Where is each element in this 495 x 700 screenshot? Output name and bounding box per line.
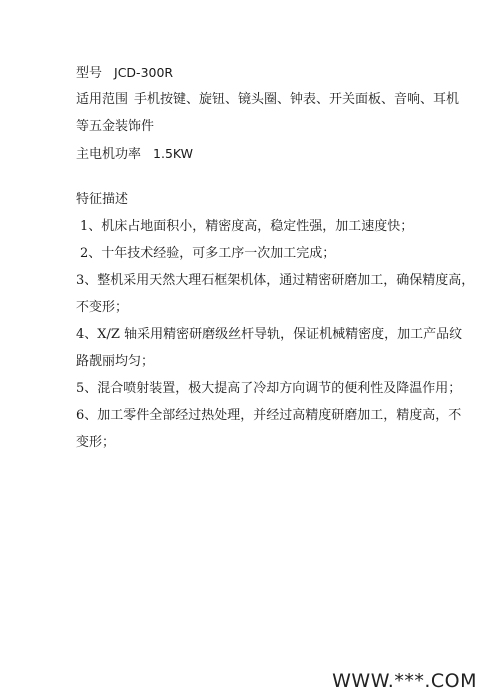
feature-item-3-cont: 不变形； [76,300,129,315]
feature-item-2: 2、十年技术经验，可多工序一次加工完成； [80,246,336,261]
power-label: 主电机功率 [76,147,142,162]
feature-item-3: 3、整机采用天然大理石框架机体，通过精密研磨加工，确保精度高， [76,273,475,288]
scope-row [76,92,459,108]
power-value: 1.5KW [153,146,194,161]
model-label: 型号 [76,66,103,81]
features-heading: 特征描述 [76,192,129,207]
scope-value-line2: 等五金装饰件 [76,119,155,134]
feature-item-1: 1、机床占地面积小，精密度高，稳定性强，加工速度快； [80,219,414,234]
watermark-text: WWW.***.COM [332,670,477,692]
scope-value-line1: 手机按键、旋钮、镜头圈、钟表、开关面板、音响、耳机 [134,92,460,107]
model-row [76,65,173,82]
scope-label: 适用范围 [76,92,129,107]
feature-item-4-cont: 路靓丽均匀； [76,354,155,369]
feature-item-6: 6、加工零件全部经过热处理，并经过高精度研磨加工，精度高，不 [76,408,462,423]
feature-item-6-cont: 变形； [76,435,116,450]
feature-item-5: 5、混合喷射装置，极大提高了冷却方向调节的便利性及降温作用； [76,381,462,396]
model-value: JCD-300R [114,65,174,80]
power-row [76,146,193,163]
feature-item-4: 4、X/Z 轴采用精密研磨级丝杆导轨，保证机械精密度，加工产品纹 [76,327,463,342]
